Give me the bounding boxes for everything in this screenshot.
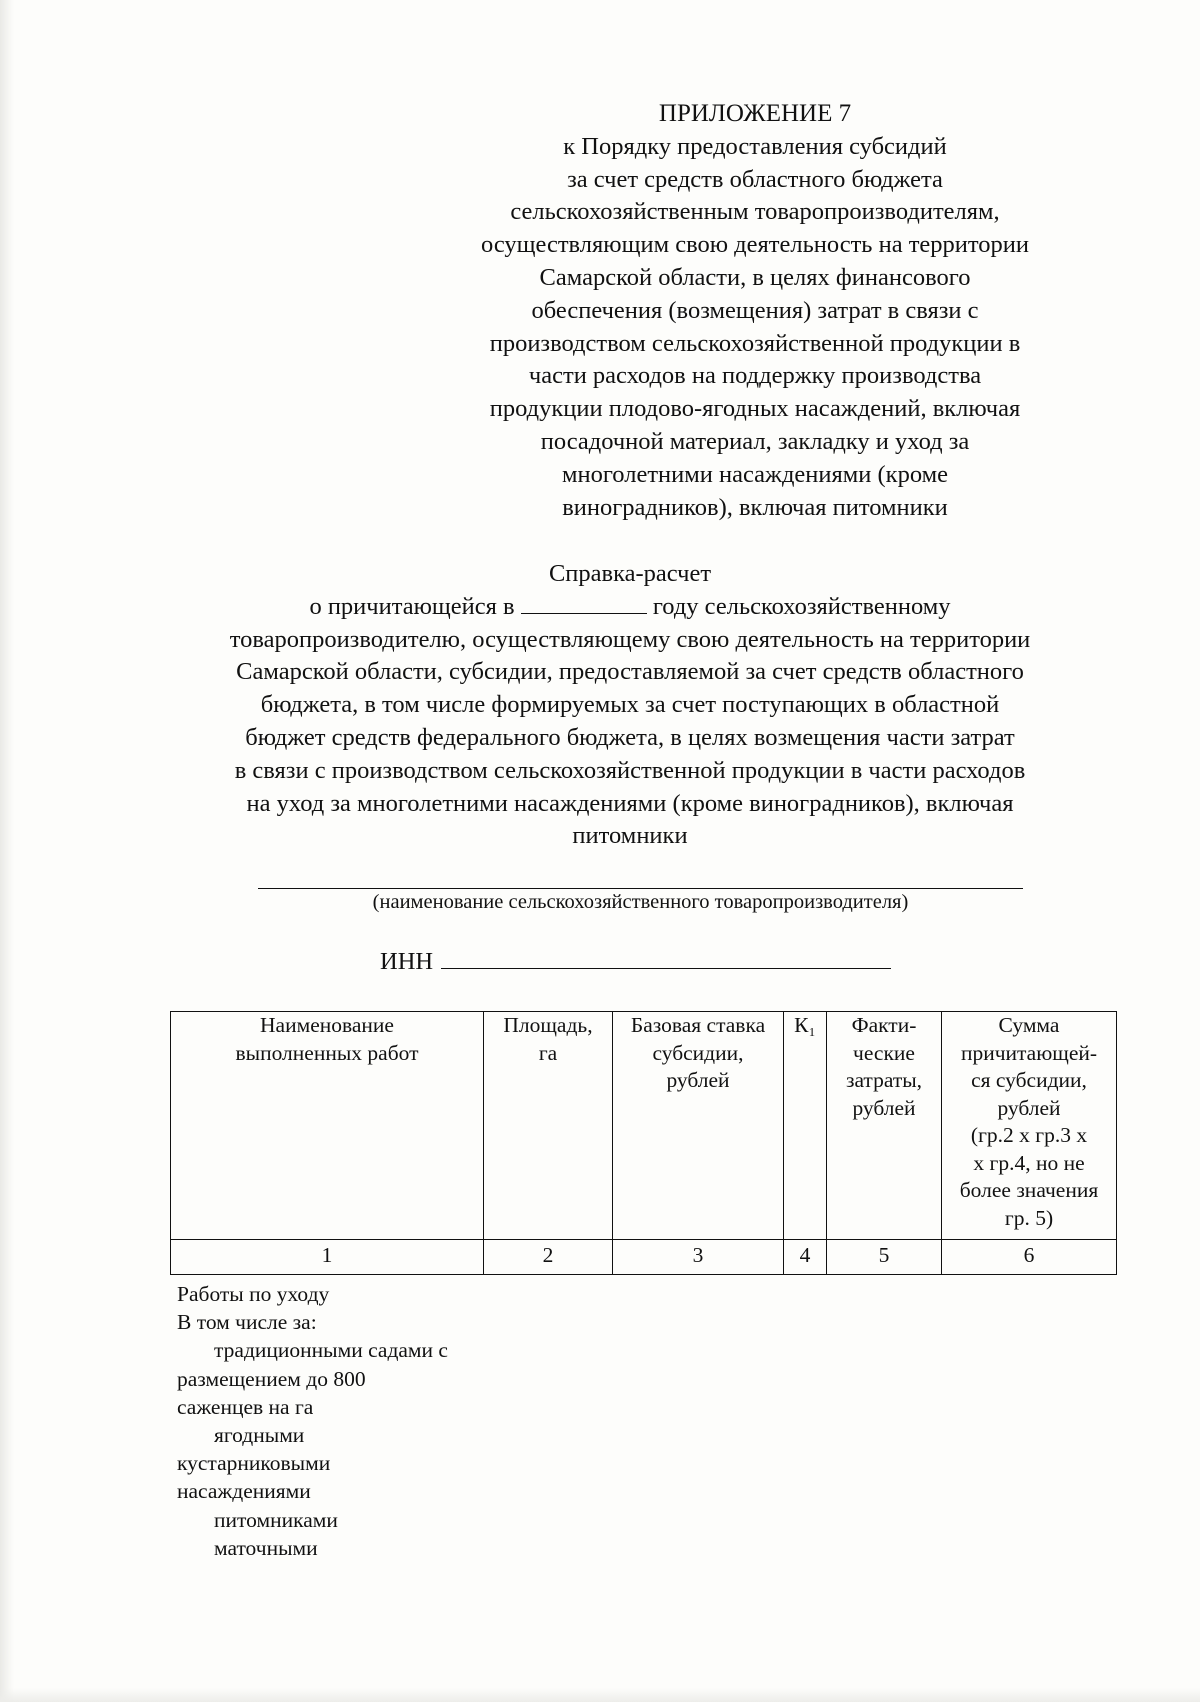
- column-number: 2: [484, 1240, 613, 1275]
- header-text: рублей: [666, 1068, 730, 1092]
- appendix-line: к Порядку предоставления субсидий: [563, 132, 947, 160]
- calculation-line: бюджета, в том числе формируемых за счет поступающих в областной: [260, 691, 1000, 719]
- producer-name-blank: [258, 888, 1023, 889]
- appendix-line: сельскохозяйственным товаропроизводителям,: [510, 198, 1000, 226]
- calculation-line: товаропроизводителю, осуществляющему свою деятельность на территории: [229, 625, 1031, 653]
- column-number: 5: [827, 1240, 942, 1275]
- header-text: более значения: [959, 1178, 1099, 1202]
- row-label: насаждениями: [177, 1479, 311, 1504]
- header-text: рублей: [997, 1095, 1061, 1120]
- row-label: маточными: [214, 1535, 318, 1560]
- row-label: саженцев на га: [177, 1394, 314, 1419]
- column-number: 1: [171, 1240, 484, 1275]
- header-cell-area: [484, 1012, 613, 1240]
- header-text: выполненных работ: [235, 1040, 419, 1065]
- appendix-line: производством сельскохозяйственной продукции в: [489, 329, 1021, 357]
- header-text: ческие: [853, 1040, 915, 1065]
- calculation-line: в связи с производством сельскохозяйственной продукции в части расходов: [234, 756, 1026, 784]
- appendix-line: за счет средств областного бюджета: [567, 165, 943, 193]
- inn-blank: [441, 946, 891, 969]
- row-label: размещением до 800: [177, 1366, 366, 1391]
- table-column-number-row: [171, 1240, 1117, 1275]
- header-text: Сумма: [998, 1013, 1060, 1037]
- inn-label: ИНН: [380, 948, 434, 975]
- calculation-line: питомники: [572, 822, 688, 850]
- producer-name-caption: (наименование сельскохозяйственного товаропроизводителя): [372, 891, 909, 913]
- calculation-first-line-before: о причитающейся в: [309, 592, 515, 620]
- scan-shadow-bottom: [0, 1688, 1200, 1702]
- header-text: затраты,: [845, 1068, 923, 1092]
- appendix-line: многолетними насаждениями (кроме: [561, 460, 948, 488]
- inn-field: [380, 946, 891, 977]
- header-text: Площадь,: [503, 1013, 593, 1037]
- header-text: субсидии,: [652, 1040, 744, 1065]
- header-text: Базовая ставка: [630, 1013, 766, 1037]
- header-text: рублей: [852, 1095, 916, 1120]
- year-blank: [521, 591, 647, 614]
- row-label: питомниками: [214, 1507, 338, 1532]
- appendix-line: части расходов на поддержку производства: [528, 362, 982, 390]
- header-text: (гр.2 х гр.3 х: [970, 1123, 1088, 1147]
- header-text: ся субсидии,: [971, 1068, 1087, 1092]
- header-text: К₁: [794, 1013, 816, 1037]
- calculation-line: бюджет средств федерального бюджета, в целях возмещения части затрат: [245, 723, 1015, 751]
- header-cell-k1: [784, 1012, 827, 1240]
- calculation-first-line-after: году сельскохозяйственному: [652, 592, 951, 620]
- header-cell-work-name: [171, 1012, 484, 1240]
- row-label: кустарниковыми: [177, 1451, 331, 1476]
- column-number: 6: [942, 1240, 1117, 1275]
- header-text: х гр.4, но не: [973, 1150, 1085, 1175]
- calculation-line: на уход за многолетними насаждениями (кроме виноградников), включая: [246, 789, 1014, 817]
- row-label: ягодными: [214, 1423, 305, 1448]
- header-cell-subsidy-sum: [942, 1012, 1117, 1240]
- appendix-line: Самарской области, в целях финансового: [539, 263, 971, 291]
- header-text: Наименование: [260, 1013, 394, 1037]
- appendix-line: посадочной материал, закладку и уход за: [540, 427, 970, 455]
- appendix-line: обеспечения (возмещения) затрат в связи с: [531, 296, 979, 324]
- calculation-line: Самарской области, субсидии, предоставляемой за счет средств областного: [236, 658, 1024, 686]
- row-label: Работы по уходу: [177, 1282, 330, 1306]
- column-number: 3: [613, 1240, 784, 1275]
- row-label: В том числе за:: [177, 1310, 317, 1335]
- calculation-block: [150, 558, 1110, 853]
- row-label: традиционными садами с: [214, 1338, 448, 1363]
- header-text: причитающей-: [960, 1040, 1098, 1065]
- header-text: гр. 5): [1004, 1205, 1054, 1230]
- appendix-line: продукции плодово-ягодных насаждений, включая: [489, 395, 1021, 423]
- header-cell-base-rate: [613, 1012, 784, 1240]
- column-number: 4: [784, 1240, 827, 1275]
- header-cell-actual-costs: [827, 1012, 942, 1240]
- table-header-row: [171, 1012, 1117, 1240]
- work-rows: [177, 1280, 497, 1562]
- header-text: Факти-: [851, 1013, 917, 1037]
- appendix-line: осуществляющим свою деятельность на территории: [480, 231, 1030, 259]
- appendix-heading: ПРИЛОЖЕНИЕ 7: [658, 100, 852, 127]
- scan-shadow-left: [0, 0, 14, 1702]
- calculation-first-line: [150, 591, 1110, 624]
- calculation-title: Справка-расчет: [548, 560, 712, 587]
- subsidy-table: [170, 1011, 1117, 1275]
- appendix-line: виноградников), включая питомники: [562, 493, 948, 521]
- appendix-block: [430, 98, 1080, 524]
- header-text: га: [538, 1040, 558, 1065]
